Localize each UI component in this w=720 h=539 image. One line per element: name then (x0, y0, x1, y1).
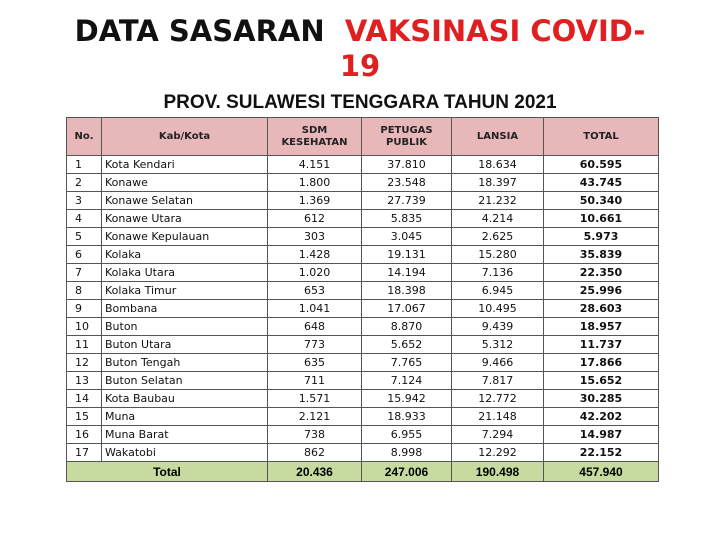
cell-petugas: 19.131 (362, 246, 452, 264)
cell-total: 30.285 (544, 390, 659, 408)
table-row (67, 174, 659, 192)
table-row (67, 408, 659, 426)
table-row (67, 282, 659, 300)
cell-total: 15.652 (544, 372, 659, 390)
cell-lansia: 2.625 (452, 228, 544, 246)
table-row (67, 264, 659, 282)
cell-kab-kota: Buton (102, 318, 268, 336)
cell-lansia: 9.466 (452, 354, 544, 372)
table-row (67, 156, 659, 174)
total-total: 457.940 (544, 462, 659, 482)
cell-sdm: 711 (268, 372, 362, 390)
cell-lansia: 9.439 (452, 318, 544, 336)
cell-sdm: 612 (268, 210, 362, 228)
total-sdm: 20.436 (268, 462, 362, 482)
table-row (67, 246, 659, 264)
cell-lansia: 21.148 (452, 408, 544, 426)
header-petugas-publik: PETUGAS PUBLIK (362, 118, 452, 156)
cell-no: 9 (67, 300, 102, 318)
total-petugas: 247.006 (362, 462, 452, 482)
cell-kab-kota: Konawe Utara (102, 210, 268, 228)
total-label: Total (67, 462, 268, 482)
cell-total: 25.996 (544, 282, 659, 300)
vaccination-target-table (66, 117, 659, 482)
cell-no: 16 (67, 426, 102, 444)
cell-no: 6 (67, 246, 102, 264)
cell-sdm: 653 (268, 282, 362, 300)
cell-petugas: 8.870 (362, 318, 452, 336)
cell-sdm: 1.571 (268, 390, 362, 408)
cell-kab-kota: Kota Kendari (102, 156, 268, 174)
cell-sdm: 1.428 (268, 246, 362, 264)
cell-no: 3 (67, 192, 102, 210)
page-title (0, 14, 720, 84)
table-row (67, 192, 659, 210)
cell-lansia: 15.280 (452, 246, 544, 264)
cell-petugas: 5.652 (362, 336, 452, 354)
cell-total: 35.839 (544, 246, 659, 264)
cell-no: 7 (67, 264, 102, 282)
table-total-row (67, 462, 659, 482)
table-row (67, 426, 659, 444)
cell-lansia: 5.312 (452, 336, 544, 354)
cell-total: 18.957 (544, 318, 659, 336)
cell-petugas: 18.933 (362, 408, 452, 426)
cell-no: 17 (67, 444, 102, 462)
cell-petugas: 7.765 (362, 354, 452, 372)
title-black-part: DATA SASARAN (74, 14, 325, 48)
cell-kab-kota: Kota Baubau (102, 390, 268, 408)
cell-no: 4 (67, 210, 102, 228)
cell-kab-kota: Buton Utara (102, 336, 268, 354)
cell-sdm: 738 (268, 426, 362, 444)
cell-lansia: 7.817 (452, 372, 544, 390)
cell-petugas: 15.942 (362, 390, 452, 408)
cell-total: 5.973 (544, 228, 659, 246)
cell-total: 11.737 (544, 336, 659, 354)
cell-total: 28.603 (544, 300, 659, 318)
table-row (67, 228, 659, 246)
cell-lansia: 18.397 (452, 174, 544, 192)
cell-sdm: 773 (268, 336, 362, 354)
table-header-row (67, 118, 659, 156)
cell-total: 14.987 (544, 426, 659, 444)
cell-no: 13 (67, 372, 102, 390)
cell-total: 43.745 (544, 174, 659, 192)
cell-kab-kota: Muna Barat (102, 426, 268, 444)
header-no: No. (67, 118, 102, 156)
cell-total: 22.152 (544, 444, 659, 462)
cell-total: 42.202 (544, 408, 659, 426)
table-row (67, 300, 659, 318)
cell-petugas: 37.810 (362, 156, 452, 174)
cell-kab-kota: Kolaka Timur (102, 282, 268, 300)
cell-kab-kota: Muna (102, 408, 268, 426)
cell-total: 17.866 (544, 354, 659, 372)
table-row (67, 390, 659, 408)
cell-lansia: 12.292 (452, 444, 544, 462)
table-row (67, 210, 659, 228)
cell-sdm: 1.020 (268, 264, 362, 282)
cell-lansia: 7.294 (452, 426, 544, 444)
cell-no: 11 (67, 336, 102, 354)
cell-no: 12 (67, 354, 102, 372)
cell-lansia: 18.634 (452, 156, 544, 174)
cell-sdm: 1.800 (268, 174, 362, 192)
title-red-continuation: 19 (339, 49, 381, 83)
cell-lansia: 12.772 (452, 390, 544, 408)
cell-no: 2 (67, 174, 102, 192)
cell-petugas: 8.998 (362, 444, 452, 462)
cell-kab-kota: Konawe (102, 174, 268, 192)
table-row (67, 318, 659, 336)
cell-no: 15 (67, 408, 102, 426)
cell-kab-kota: Bombana (102, 300, 268, 318)
cell-petugas: 18.398 (362, 282, 452, 300)
cell-petugas: 17.067 (362, 300, 452, 318)
cell-sdm: 635 (268, 354, 362, 372)
header-lansia: LANSIA (452, 118, 544, 156)
cell-sdm: 862 (268, 444, 362, 462)
cell-sdm: 2.121 (268, 408, 362, 426)
header-total: TOTAL (544, 118, 659, 156)
cell-lansia: 6.945 (452, 282, 544, 300)
cell-petugas: 23.548 (362, 174, 452, 192)
cell-no: 1 (67, 156, 102, 174)
cell-no: 5 (67, 228, 102, 246)
cell-sdm: 303 (268, 228, 362, 246)
cell-sdm: 1.041 (268, 300, 362, 318)
cell-total: 60.595 (544, 156, 659, 174)
cell-petugas: 3.045 (362, 228, 452, 246)
cell-no: 8 (67, 282, 102, 300)
cell-kab-kota: Buton Selatan (102, 372, 268, 390)
cell-kab-kota: Konawe Kepulauan (102, 228, 268, 246)
cell-sdm: 4.151 (268, 156, 362, 174)
cell-petugas: 7.124 (362, 372, 452, 390)
cell-kab-kota: Buton Tengah (102, 354, 268, 372)
total-lansia: 190.498 (452, 462, 544, 482)
cell-petugas: 14.194 (362, 264, 452, 282)
cell-lansia: 7.136 (452, 264, 544, 282)
table-body (67, 156, 659, 462)
header-kab-kota: Kab/Kota (102, 118, 268, 156)
title-red-part: VAKSINASI COVID- (344, 14, 646, 48)
cell-kab-kota: Kolaka (102, 246, 268, 264)
cell-lansia: 10.495 (452, 300, 544, 318)
cell-total: 22.350 (544, 264, 659, 282)
table-row (67, 354, 659, 372)
cell-kab-kota: Wakatobi (102, 444, 268, 462)
cell-lansia: 4.214 (452, 210, 544, 228)
cell-petugas: 6.955 (362, 426, 452, 444)
cell-total: 10.661 (544, 210, 659, 228)
cell-petugas: 27.739 (362, 192, 452, 210)
cell-no: 10 (67, 318, 102, 336)
cell-petugas: 5.835 (362, 210, 452, 228)
header-sdm-kesehatan: SDM KESEHATAN (268, 118, 362, 156)
cell-sdm: 648 (268, 318, 362, 336)
cell-kab-kota: Konawe Selatan (102, 192, 268, 210)
page-subtitle: PROV. SULAWESI TENGGARA TAHUN 2021 (163, 92, 557, 113)
table-row (67, 336, 659, 354)
cell-total: 50.340 (544, 192, 659, 210)
cell-no: 14 (67, 390, 102, 408)
table-row (67, 444, 659, 462)
cell-lansia: 21.232 (452, 192, 544, 210)
cell-sdm: 1.369 (268, 192, 362, 210)
table-row (67, 372, 659, 390)
cell-kab-kota: Kolaka Utara (102, 264, 268, 282)
